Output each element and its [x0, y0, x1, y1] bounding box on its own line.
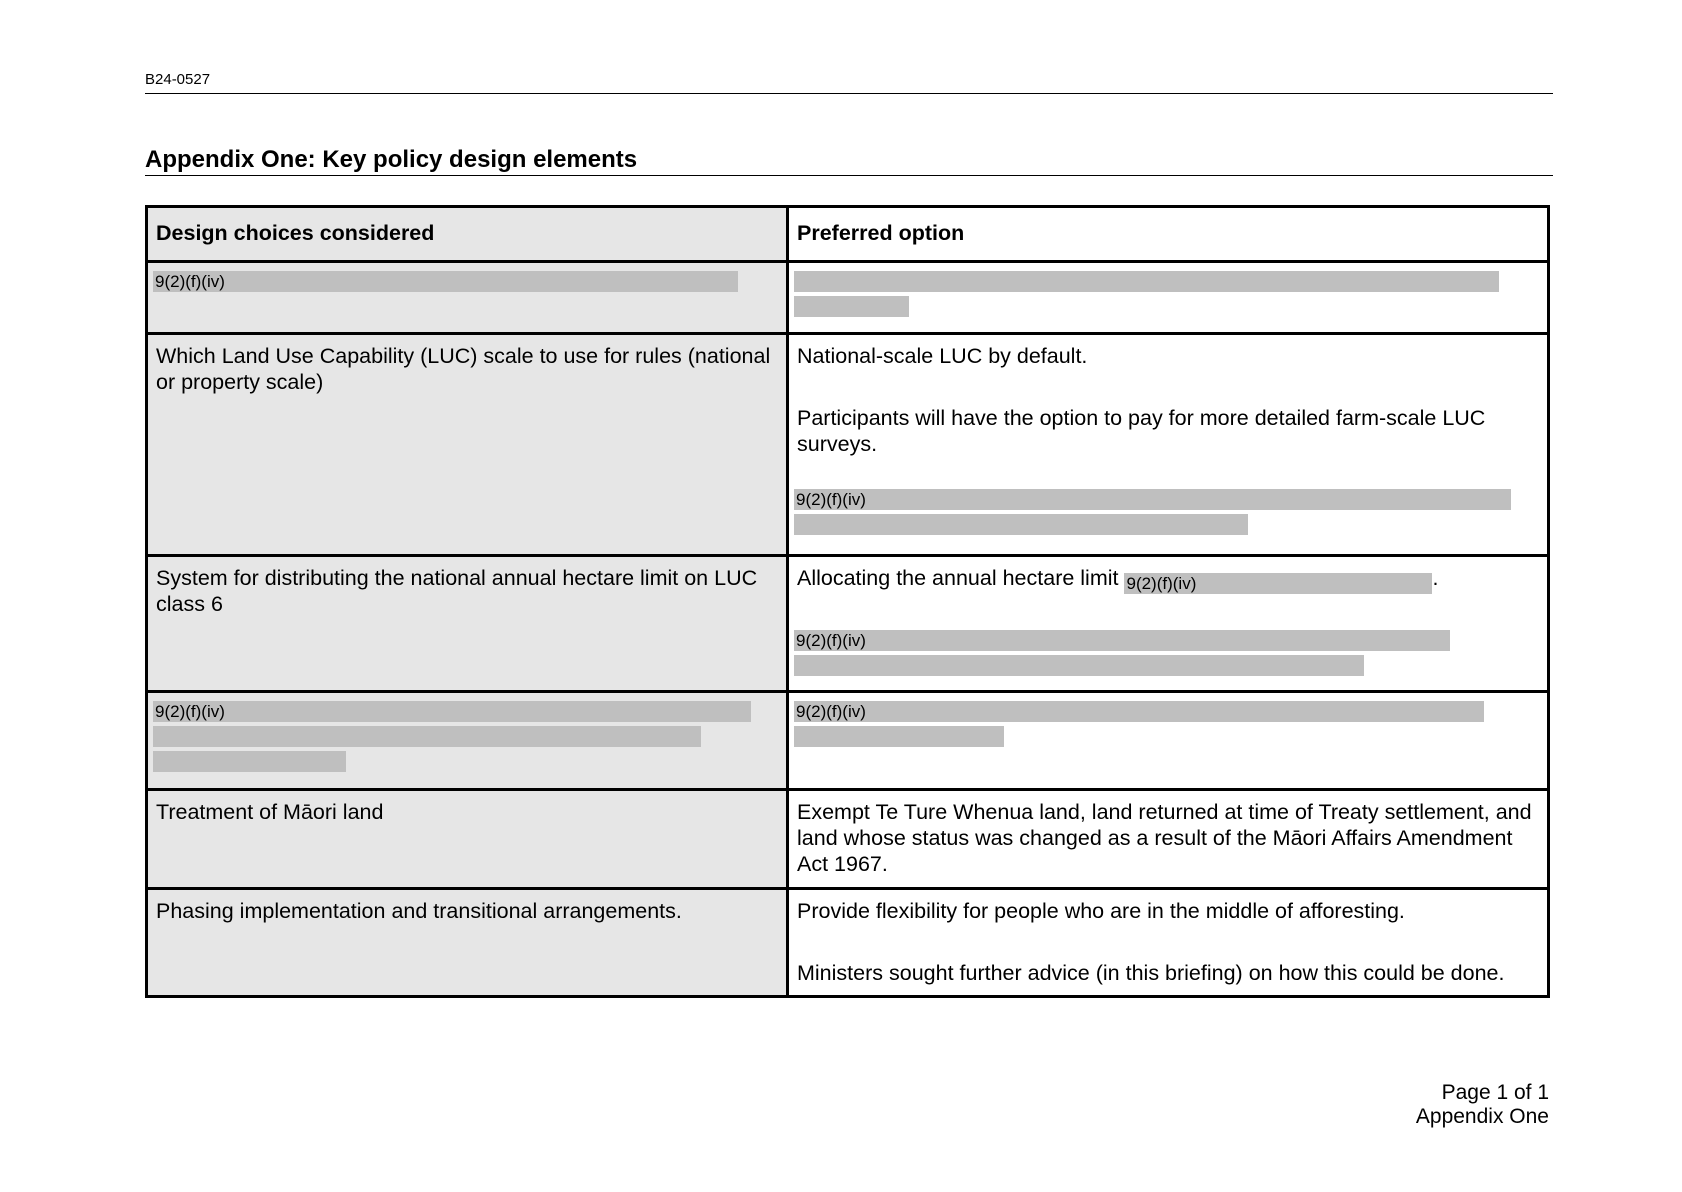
title-divider: [145, 175, 1553, 176]
table-row: [147, 889, 1549, 997]
table-row: [147, 790, 1549, 889]
table-row: [147, 262, 1549, 334]
redaction-block: 9(2)(f)(iv): [794, 630, 1450, 651]
preferred-option-cell: [788, 790, 1549, 889]
redaction-block: 9(2)(f)(iv): [153, 701, 751, 722]
redaction-block: 9(2)(f)(iv): [794, 701, 1484, 722]
sentence-end: .: [1432, 566, 1439, 590]
preferred-option-cell: [788, 889, 1549, 997]
design-choice-cell: [147, 556, 788, 692]
page-title: Appendix One: Key policy design elements: [145, 146, 638, 173]
redaction-block: [794, 514, 1248, 535]
preferred-option-text: National-scale LUC by default.: [797, 344, 1088, 368]
preferred-option-cell: [788, 262, 1549, 334]
design-choice-cell: [147, 790, 788, 889]
design-choice-text: Which Land Use Capability (LUC) scale to use for rules (national or property scale): [156, 344, 771, 394]
redaction-inline: 9(2)(f)(iv): [1124, 573, 1432, 594]
design-choice-text: Phasing implementation and transitional arrangements.: [156, 899, 682, 923]
table-row: [147, 692, 1549, 790]
design-choice-text: Treatment of Māori land: [156, 800, 384, 824]
policy-design-table: [145, 205, 1550, 998]
header-divider: [145, 93, 1553, 94]
redaction-block: 9(2)(f)(iv): [153, 271, 738, 292]
design-choice-cell: [147, 262, 788, 334]
design-choice-cell: [147, 692, 788, 790]
preferred-option-cell: [788, 692, 1549, 790]
table-header-row: [147, 207, 1549, 262]
redaction-block: 9(2)(f)(iv): [794, 489, 1511, 510]
redaction-block: [794, 296, 909, 317]
preferred-option-text: Exempt Te Ture Whenua land, land returned at time of Treaty settlement, and land whose status was changed as a result of the Māori Affairs Amendment Act 1967.: [797, 800, 1532, 876]
preferred-option-lead: Allocating the annual hectare limit: [797, 566, 1119, 590]
page-number: Page 1 of 1: [1441, 1081, 1549, 1104]
preferred-option-text: Provide flexibility for people who are in the middle of afforesting.: [797, 899, 1405, 923]
redaction-block: [153, 751, 346, 772]
design-choice-cell: [147, 334, 788, 556]
design-choice-text: System for distributing the national annual hectare limit on LUC class 6: [156, 566, 758, 616]
preferred-option-text: Participants will have the option to pay for more detailed farm-scale LUC surveys.: [797, 406, 1486, 456]
footer-section-label: Appendix One: [1415, 1105, 1549, 1128]
document-reference: B24-0527: [145, 71, 211, 88]
redaction-block: [794, 726, 1004, 747]
design-choice-cell: [147, 889, 788, 997]
page-footer: [1416, 1081, 1549, 1129]
preferred-option-cell: [788, 334, 1549, 556]
preferred-option-cell: [788, 556, 1549, 692]
table-row: [147, 334, 1549, 556]
preferred-option-text: Ministers sought further advice (in this briefing) on how this could be done.: [797, 961, 1505, 985]
redaction-block: [794, 655, 1364, 676]
redaction-block: [794, 271, 1499, 292]
preferred-option-text: [797, 565, 1539, 594]
redaction-block: [153, 726, 701, 747]
column-header-design-choices: Design choices considered: [147, 207, 788, 262]
column-header-preferred-option: Preferred option: [788, 207, 1549, 262]
table-row: [147, 556, 1549, 692]
